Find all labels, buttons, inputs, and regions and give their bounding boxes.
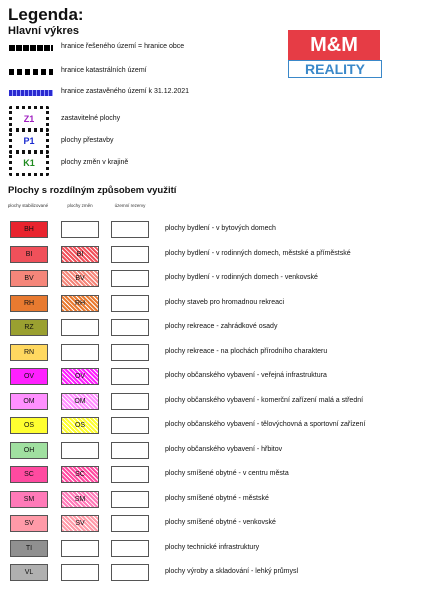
stable-area-swatch: BH (10, 221, 48, 238)
land-use-label: plochy občanského vybavení - tělovýchovná a sportovní zařízení (165, 421, 366, 428)
reserve-area-empty (111, 344, 149, 361)
change-area-swatch: OM (61, 393, 99, 410)
stable-area-swatch: RN (10, 344, 48, 361)
land-use-label: plochy občanského vybavení - veřejná infrastruktura (165, 372, 327, 379)
land-use-label: plochy staveb pro hromadnou rekreaci (165, 298, 285, 306)
boundary-line-symbol (9, 69, 53, 75)
change-area-swatch: BI (61, 246, 99, 263)
reserve-area-empty (111, 295, 149, 312)
column-header-reserve: územní rezervy (114, 203, 146, 208)
reserve-area-empty (111, 319, 149, 336)
stable-area-swatch: BI (10, 246, 48, 263)
boundary-line-symbol (9, 45, 53, 51)
stable-area-swatch: OS (10, 417, 48, 434)
land-use-label: plochy bydlení - v rodinných domech - venkovské (165, 274, 318, 281)
column-header-stable: plochy stabilizované (7, 203, 49, 208)
dotted-area-label: plochy změn v krajině (61, 159, 129, 166)
stable-area-swatch: RZ (10, 319, 48, 336)
change-area-swatch: RH (61, 295, 99, 312)
boundary-line-label: hranice řešeného území = hranice obce (61, 43, 185, 50)
land-use-label: plochy bydlení - v bytových domech (165, 225, 276, 232)
change-area-empty (61, 564, 99, 581)
boundary-line-symbol (9, 90, 53, 96)
reserve-area-empty (111, 270, 149, 287)
change-area-empty (61, 319, 99, 336)
dotted-area-label: zastavitelné plochy (61, 115, 121, 122)
reserve-area-empty (111, 442, 149, 459)
change-area-empty (61, 221, 99, 238)
dotted-area-symbol: Z1 (9, 106, 49, 132)
change-area-empty (61, 442, 99, 459)
land-use-label: plochy občanského vybavení - komerční zařízení malá a střední (165, 396, 364, 404)
land-use-label: plochy smíšené obytné - v centru města (165, 470, 289, 477)
land-use-label: plochy výroby a skladování - lehký průmysl (165, 568, 299, 575)
stable-area-swatch: OV (10, 368, 48, 385)
stable-area-swatch: BV (10, 270, 48, 287)
stable-area-swatch: TI (10, 540, 48, 557)
change-area-swatch: SM (61, 491, 99, 508)
land-use-label: plochy rekreace - na plochách přírodního charakteru (165, 347, 328, 355)
reserve-area-empty (111, 221, 149, 238)
change-area-swatch: SV (61, 515, 99, 532)
legend-subtitle: Hlavní výkres (8, 25, 79, 37)
land-use-label: plochy smíšené obytné - městské (165, 494, 269, 502)
boundary-line-label: hranice katastrálních území (61, 67, 147, 74)
change-area-empty (61, 344, 99, 361)
change-area-swatch: OV (61, 368, 99, 385)
column-header-change: plochy změn (67, 203, 93, 208)
land-use-label: plochy smíšené obytné - venkovské (165, 519, 276, 526)
reserve-area-empty (111, 417, 149, 434)
reserve-area-empty (111, 515, 149, 532)
reserve-area-empty (111, 564, 149, 581)
land-use-label: plochy technické infrastruktury (165, 543, 260, 551)
dotted-area-label: plochy přestavby (61, 137, 114, 144)
change-area-swatch: OS (61, 417, 99, 434)
stable-area-swatch: SV (10, 515, 48, 532)
stable-area-swatch: OM (10, 393, 48, 410)
stable-area-swatch: VL (10, 564, 48, 581)
reserve-area-empty (111, 246, 149, 263)
change-area-empty (61, 540, 99, 557)
stable-area-swatch: RH (10, 295, 48, 312)
stable-area-swatch: SM (10, 491, 48, 508)
section-title: Plochy s rozdílným způsobem využití (8, 185, 177, 196)
land-use-label: plochy bydlení - v rodinných domech, městské a příměstské (165, 249, 351, 257)
logo-top-text: M&M (288, 30, 380, 60)
stable-area-swatch: SC (10, 466, 48, 483)
logo-bottom-text: REALITY (288, 60, 382, 78)
change-area-swatch: BV (61, 270, 99, 287)
stable-area-swatch: OH (10, 442, 48, 459)
dotted-area-symbol: K1 (9, 150, 49, 176)
dotted-area-symbol: P1 (9, 128, 49, 154)
reserve-area-empty (111, 393, 149, 410)
reserve-area-empty (111, 540, 149, 557)
company-logo (288, 30, 380, 76)
legend-title: Legenda: (8, 5, 84, 24)
reserve-area-empty (111, 368, 149, 385)
boundary-line-label: hranice zastavěného území k 31.12.2021 (61, 88, 190, 95)
land-use-label: plochy občanského vybavení - hřbitov (165, 445, 283, 453)
change-area-swatch: SC (61, 466, 99, 483)
reserve-area-empty (111, 491, 149, 508)
land-use-label: plochy rekreace - zahrádkové osady (165, 323, 278, 330)
reserve-area-empty (111, 466, 149, 483)
